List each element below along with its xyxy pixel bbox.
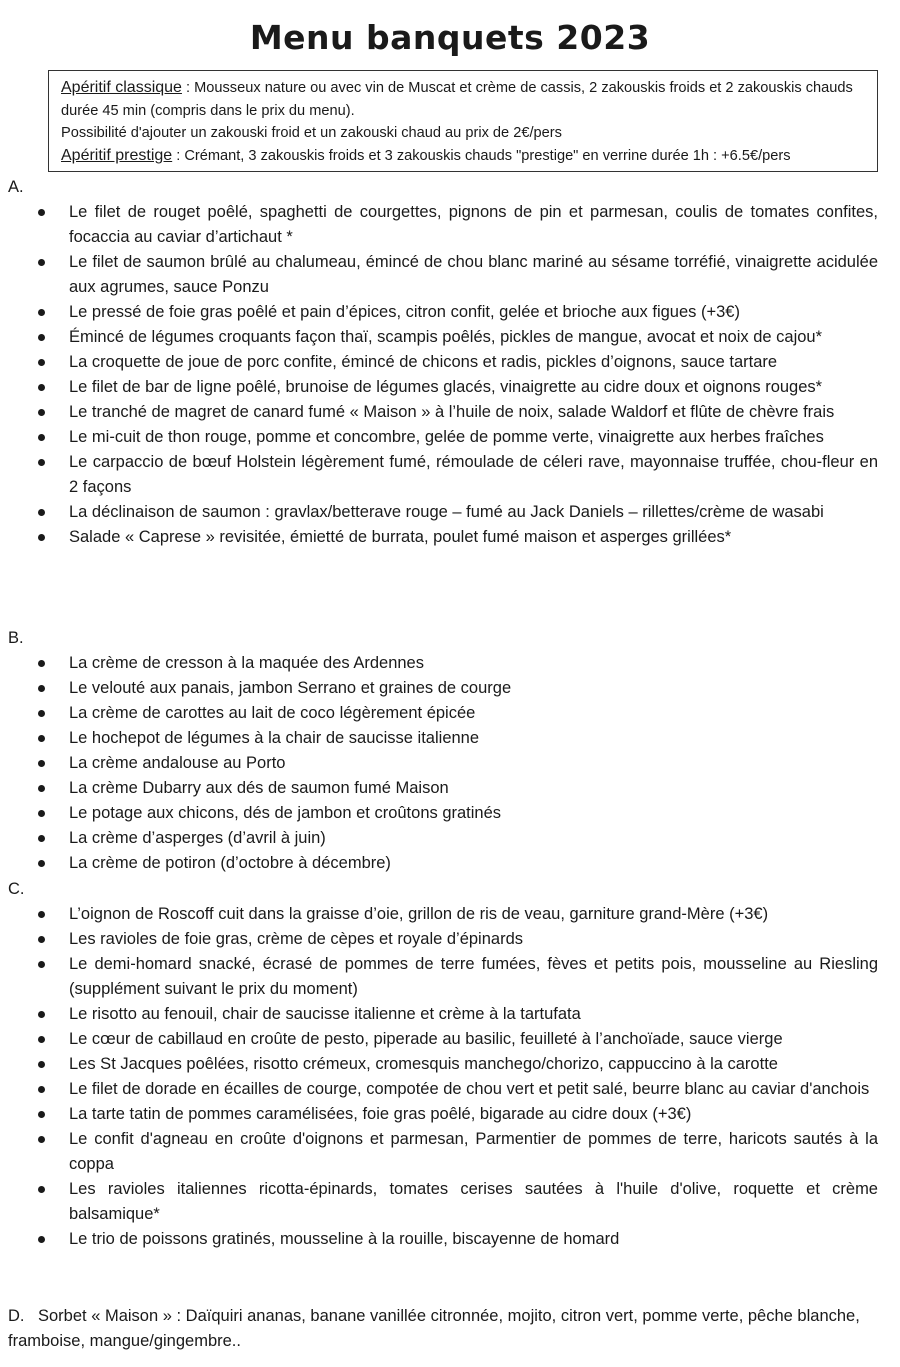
- section-b-letter: B.: [8, 629, 24, 647]
- list-item: Les ravioles italiennes ricotta-épinards, tomates cerises sautées à l'huile d'olive, roquette et crème balsamique*: [0, 1177, 878, 1227]
- list-item: Le filet de bar de ligne poêlé, brunoise de légumes glacés, vinaigrette au cidre doux et oignons rouges*: [0, 375, 878, 400]
- aperitif-classique-label: Apéritif classique: [61, 79, 182, 96]
- section-c-list: [0, 902, 878, 1252]
- list-item: La crème de potiron (d’octobre à décembre): [0, 851, 878, 876]
- list-item: Le mi-cuit de thon rouge, pomme et concombre, gelée de pomme verte, vinaigrette aux herbes fraîches: [0, 425, 878, 450]
- aperitif-prestige-text: : Crémant, 3 zakouskis froids et 3 zakouskis chauds "prestige" en verrine durée 1h : +6.5€/pers: [172, 147, 791, 164]
- list-item: Le tranché de magret de canard fumé « Maison » à l’huile de noix, salade Waldorf et flûte de chèvre frais: [0, 400, 878, 425]
- section-a-letter: A.: [8, 178, 24, 196]
- section-d-letter: D.: [8, 1307, 25, 1325]
- list-item: La crème de carottes au lait de coco légèrement épicée: [0, 701, 878, 726]
- list-item: Le demi-homard snacké, écrasé de pommes de terre fumées, fèves et petits pois, mousseline au Riesling (supplément suivant le prix du moment): [0, 952, 878, 1002]
- dessert-label: Sorbet « Maison »: [38, 1307, 172, 1325]
- aperitif-classique-text: Mousseux nature ou avec vin de Muscat et crème de cassis, 2 zakouskis froids et 2 zakouskis chauds durée 45 min (compris dans le prix du menu).: [61, 80, 853, 119]
- page-title: Menu banquets 2023: [249, 18, 651, 57]
- aperitif-prestige: [61, 145, 867, 168]
- list-item: La tarte tatin de pommes caramélisées, foie gras poêlé, bigarade au cidre doux (+3€): [0, 1102, 878, 1127]
- list-item: Le filet de rouget poêlé, spaghetti de courgettes, pignons de pin et parmesan, coulis de tomates confites, focaccia au caviar d’artichaut *: [0, 200, 878, 250]
- aperitif-classique: [61, 77, 867, 122]
- list-item: La crème andalouse au Porto: [0, 751, 878, 776]
- aperitif-prestige-label: Apéritif prestige: [61, 146, 173, 164]
- list-item: Le velouté aux panais, jambon Serrano et graines de courge: [0, 676, 878, 701]
- list-item: La crème Dubarry aux dés de saumon fumé Maison: [0, 776, 878, 801]
- list-item: Le potage aux chicons, dés de jambon et croûtons gratinés: [0, 801, 878, 826]
- aperitif-classique-sep: :: [181, 80, 195, 96]
- section-c-letter: C.: [8, 880, 25, 898]
- list-item: Le pressé de foie gras poêlé et pain d’épices, citron confit, gelée et brioche aux figues (+3€): [0, 300, 878, 325]
- list-item: Le confit d'agneau en croûte d'oignons et parmesan, Parmentier de pommes de terre, haricots sautés à la coppa: [0, 1127, 878, 1177]
- aperitif-option: Possibilité d'ajouter un zakouski froid et un zakouski chaud au prix de 2€/pers: [61, 125, 562, 141]
- list-item: Le filet de saumon brûlé au chalumeau, émincé de chou blanc mariné au sésame torréfié, vinaigrette acidulée aux agrumes, sauce Ponzu: [0, 250, 878, 300]
- aperitif-box: [48, 70, 878, 172]
- list-item: Le filet de dorade en écailles de courge, compotée de chou vert et petit salé, beurre blanc au caviar d'anchois: [0, 1077, 878, 1102]
- list-item: Le cœur de cabillaud en croûte de pesto, piperade au basilic, feuilleté à l’anchoïade, sauce vierge: [0, 1027, 878, 1052]
- list-item: Le trio de poissons gratinés, mousseline à la rouille, biscayenne de homard: [0, 1227, 878, 1252]
- list-item: La déclinaison de saumon : gravlax/betterave rouge – fumé au Jack Daniels – rillettes/crème de wasabi: [0, 500, 878, 525]
- list-item: Le hochepot de légumes à la chair de saucisse italienne: [0, 726, 878, 751]
- list-item: Émincé de légumes croquants façon thaï, scampis poêlés, pickles de mangue, avocat et noix de cajou*: [0, 325, 878, 350]
- section-b-list: [0, 651, 878, 876]
- list-item: L’oignon de Roscoff cuit dans la graisse d’oie, grillon de ris de veau, garniture grand-Mère (+3€): [0, 902, 878, 927]
- list-item: Le risotto au fenouil, chair de saucisse italienne et crème à la tartufata: [0, 1002, 878, 1027]
- dessert-paragraph: [8, 1304, 863, 1354]
- list-item: Salade « Caprese » revisitée, émietté de burrata, poulet fumé maison et asperges grillées*: [0, 525, 878, 550]
- list-item: La crème de cresson à la maquée des Ardennes: [0, 651, 878, 676]
- list-item: La croquette de joue de porc confite, émincé de chicons et radis, pickles d’oignons, sauce tartare: [0, 350, 878, 375]
- list-item: Les St Jacques poêlées, risotto crémeux, cromesquis manchego/chorizo, cappuccino à la carotte: [0, 1052, 878, 1077]
- list-item: La crème d’asperges (d’avril à juin): [0, 826, 878, 851]
- list-item: Les ravioles de foie gras, crème de cèpes et royale d’épinards: [0, 927, 878, 952]
- dessert-text: : Daïquiri ananas, banane vanillée citronnée, mojito, citron vert, pomme verte, pêche blanche, framboise, mangue/gingembre..: [8, 1307, 860, 1350]
- list-item: Le carpaccio de bœuf Holstein légèrement fumé, rémoulade de céleri rave, mayonnaise truffée, chou-fleur en 2 façons: [0, 450, 878, 500]
- section-a-list: [0, 200, 878, 550]
